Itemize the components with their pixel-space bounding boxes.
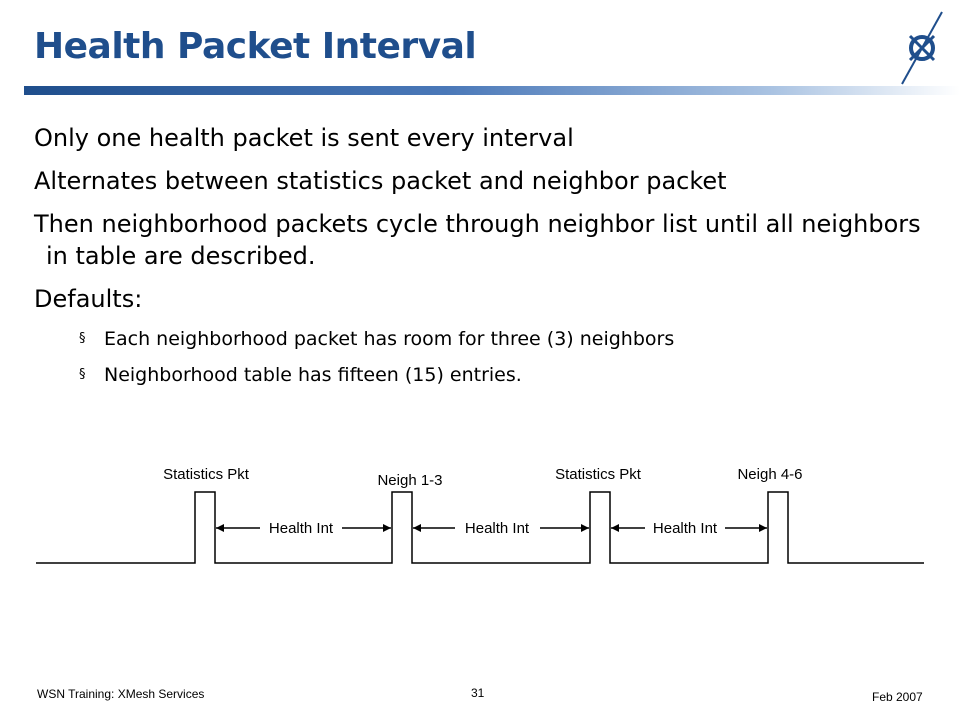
title-underline-bar bbox=[24, 86, 960, 95]
footer-page-number: 31 bbox=[471, 686, 485, 700]
footer-date: Feb 2007 bbox=[872, 690, 923, 704]
compass-logo-icon bbox=[898, 10, 946, 86]
sub-bullet-item bbox=[34, 326, 944, 352]
bullet-list bbox=[34, 122, 944, 398]
bullet-item: Defaults: bbox=[34, 285, 143, 313]
sub-bullet-marker: § bbox=[79, 331, 86, 346]
bullet-item: Only one health packet is sent every interval bbox=[34, 124, 574, 152]
bullet-item: Then neighborhood packets cycle through neighbor list until all neighbors in table are described. bbox=[34, 210, 921, 270]
slide-title: Health Packet Interval bbox=[34, 26, 477, 67]
interval-label: Health Int bbox=[652, 520, 718, 537]
pulse-label-neigh-4-6: Neigh 4-6 bbox=[737, 466, 803, 483]
sub-bullet-item bbox=[34, 362, 944, 388]
interval-label: Health Int bbox=[464, 520, 530, 537]
sub-bullet-marker: § bbox=[79, 367, 86, 382]
sub-bullet-text: Neighborhood table has fifteen (15) entries. bbox=[104, 364, 522, 386]
footer-course-title: WSN Training: XMesh Services bbox=[37, 687, 205, 701]
timing-diagram bbox=[0, 450, 960, 590]
pulse-label-neigh-1-3: Neigh 1-3 bbox=[377, 472, 443, 489]
pulse-label-statistics-pkt: Statistics Pkt bbox=[163, 466, 249, 483]
sub-bullet-text: Each neighborhood packet has room for three (3) neighbors bbox=[104, 328, 675, 350]
pulse-label-statistics-pkt: Statistics Pkt bbox=[555, 466, 641, 483]
interval-label: Health Int bbox=[268, 520, 334, 537]
bullet-item: Alternates between statistics packet and neighbor packet bbox=[34, 167, 727, 195]
